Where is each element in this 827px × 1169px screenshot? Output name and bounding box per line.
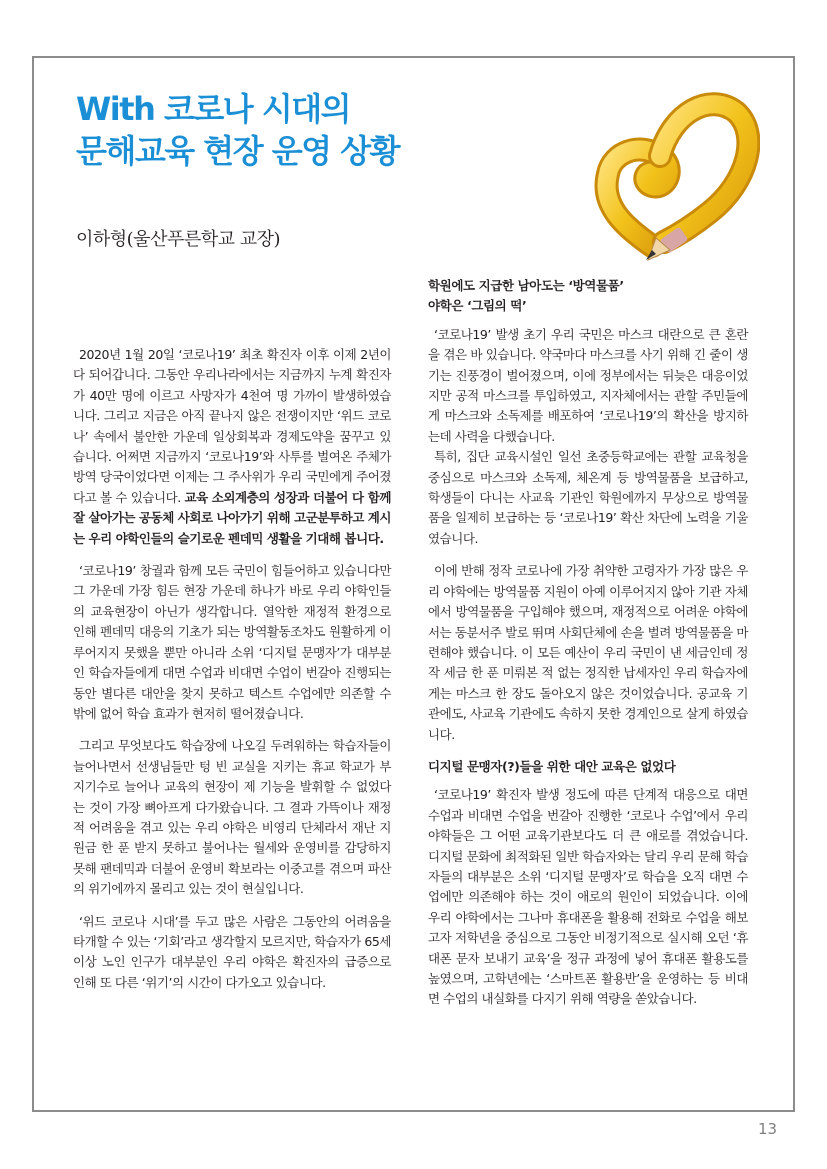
- right-column: [428, 276, 748, 1010]
- author-byline: 이하형(울산푸른학교 교장): [76, 229, 281, 250]
- heart-shaped-pencil-icon: [560, 78, 760, 268]
- paragraph: [73, 345, 391, 549]
- page-number: 13: [758, 1120, 778, 1138]
- section-heading-line-1: 학원에도 지급한 남아도는 ‘방역물품’: [428, 278, 624, 293]
- paragraph: ‘코로나19’ 발생 초기 우리 국민은 마스크 대란으로 큰 혼란을 겪은 바 있습니다. 약국마다 마스크를 사기 위해 긴 줄이 생기는 진풍경이 벌어졌으며, 이에 정부에서는 뒤늦은 대응이었지만 공적 마스크를 투입하였고, 지자체에서는 관할 주민들에게 마스크와 소독제를 배포하여 ‘코로나19’의 확산을 방지하는데 사력을 다했습니다.: [428, 326, 748, 444]
- left-column: [73, 345, 391, 993]
- paragraph: ‘코로나19’ 창궐과 함께 모든 국민이 힘들어하고 있습니다만 그 가운데 가장 힘든 현장 가운데 하나가 바로 우리 야학인들의 교육현장이 아닌가 생각합니다. 열악한 재정적 환경으로 인해 펜데믹 대응의 기초가 되는 방역활동조차도 원활하게 이루어지지 못했을 뿐만 아니라 소위 ‘디지털 문맹자’가 대부분인 학습자들에게 대면 수업과 비대면 수업이 번갈아 진행되는 동안 별다른 대안을 찾지 못하고 텍스트 수업에만 의존할 수밖에 없어 학습 효과가 현저히 떨어졌습니다.: [73, 563, 391, 721]
- paragraph: 특히, 집단 교육시설인 일선 초중등학교에는 관할 교육청을 중심으로 마스크와 소독제, 체온계 등 방역물품을 보급하고, 학생들이 다니는 사교육 기관인 학원에까지 무상으로 방역물품을 일제히 보급하는 등 ‘코로나19’ 확산 차단에 노력을 기울였습니다.: [428, 449, 748, 546]
- paragraph-text: 2020년 1월 20일 ‘코로나19’ 최초 확진자 이후 이제 2년이 다 되어갑니다. 그동안 우리나라에서는 지금까지 누계 확진자가 40만 명에 이르고 사망자가 4천여 명 가까이 발생하였습니다. 그리고 지금은 아직 끝나지 않은 전쟁이지만 ‘위드 코로나’ 속에서 불안한 가운데 일상회복과 경제도약을 꿈꾸고 있습니다. 어쩌면 지금까지 ‘코로나19’와 사투를 벌여온 주체가 방역 당국이었다면 이제는 그 주사위가 우리 국민에게 주어졌다고 볼 수 있습니다.: [73, 347, 391, 505]
- title-line-2: 문해교육 현장 운영 상황: [76, 132, 400, 170]
- title-line-1: With 코로나 시대의: [76, 90, 351, 128]
- section-heading: [428, 276, 748, 317]
- paragraph: ‘위드 코로나 시대’를 두고 많은 사람은 그동안의 어려움을 타개할 수 있는 ‘기회’라고 생각할지 모르지만, 학습자가 65세 이상 노인 인구가 대부분인 우리 야학은 확진자의 급증으로 인해 또 다른 ‘위기’의 시간이 다가오고 있습니다.: [73, 913, 391, 990]
- paragraph: ‘코로나19’ 확진자 발생 정도에 따른 단계적 대응으로 대면수업과 비대면 수업을 번갈아 진행한 ‘코로나 수업’에서 우리 야학들은 그 어떤 교육기관보다도 더 큰 애로를 겪었습니다. 디지털 문화에 최적화된 일반 학습자와는 달리 우리 문해 학습자들의 대부분은 소위 ‘디지털 문맹자’로 학습을 오직 대면 수업에만 의존해야 하는 것이 애로의 원인이 되었습니다. 이에 우리 야학에서는 그나마 휴대폰을 활용해 전화로 수업을 해보고자 저학년을 중심으로 그동안 비정기적으로 실시해 오던 ‘휴대폰 문자 보내기 교육’을 정규 과정에 넣어 휴대폰 활용도를 높였으며, 고학년에는 ‘스마트폰 활용반’을 운영하는 등 비대면 수업의 내실화를 다지기 위해 역량을 쏟았습니다.: [428, 787, 748, 1007]
- highlighted-text: 교육 소외계층의 성장과 더불어 다 함께 잘 살아가는 공동체 사회로 나아가기 위해 고군분투하고 계시는 우리 야학인들의 슬기로운 펜데믹 생활을 기대해 봅니다.: [73, 489, 391, 546]
- section-heading: 디지털 문맹자(?)들을 위한 대안 교육은 없었다: [428, 758, 676, 774]
- section-heading-line-2: 야학은 ‘그림의 떡’: [428, 298, 527, 314]
- paragraph: 이에 반해 정작 코로나에 가장 취약한 고령자가 가장 많은 우리 야학에는 방역물품 지원이 아예 이루어지지 않아 기관 자체에서 방역물품을 구입해야 했으며, 재정적으로 어려운 야학에서는 동분서주 발로 뛰며 사회단체에 손을 벌려 방역물품을 마련해야 했습니다. 이 모든 예산이 우리 국민이 낸 세금인데 정작 세금 한 푼 미뤄본 적 없는 정직한 납세자인 우리 학습자에게는 마스크 한 장도 돌아오지 않은 것이었습니다. 공교육 기관에도, 사교육 기관에도 속하지 못한 경계인으로 살게 하였습니다.: [428, 563, 748, 742]
- paragraph: 그리고 무엇보다도 학습장에 나오길 두려워하는 학습자들이 늘어나면서 선생님들만 텅 빈 교실을 지키는 휴교 학교가 부지기수로 늘어나 교육의 현장이 제 기능을 발휘할 수 없었다는 것이 가장 뼈아프게 다가왔습니다. 그 결과 가뜩이나 재정적 어려움을 겪고 있는 우리 야학은 비영리 단체라서 재난 지원금 한 푼 받지 못하고 불어나는 월세와 운영비를 감당하지 못해 팬데믹과 더불어 운영비 확보라는 이중고를 겪으며 파산의 위기에까지 몰리고 있는 것이 현실입니다.: [73, 738, 391, 897]
- article-title: [76, 88, 399, 172]
